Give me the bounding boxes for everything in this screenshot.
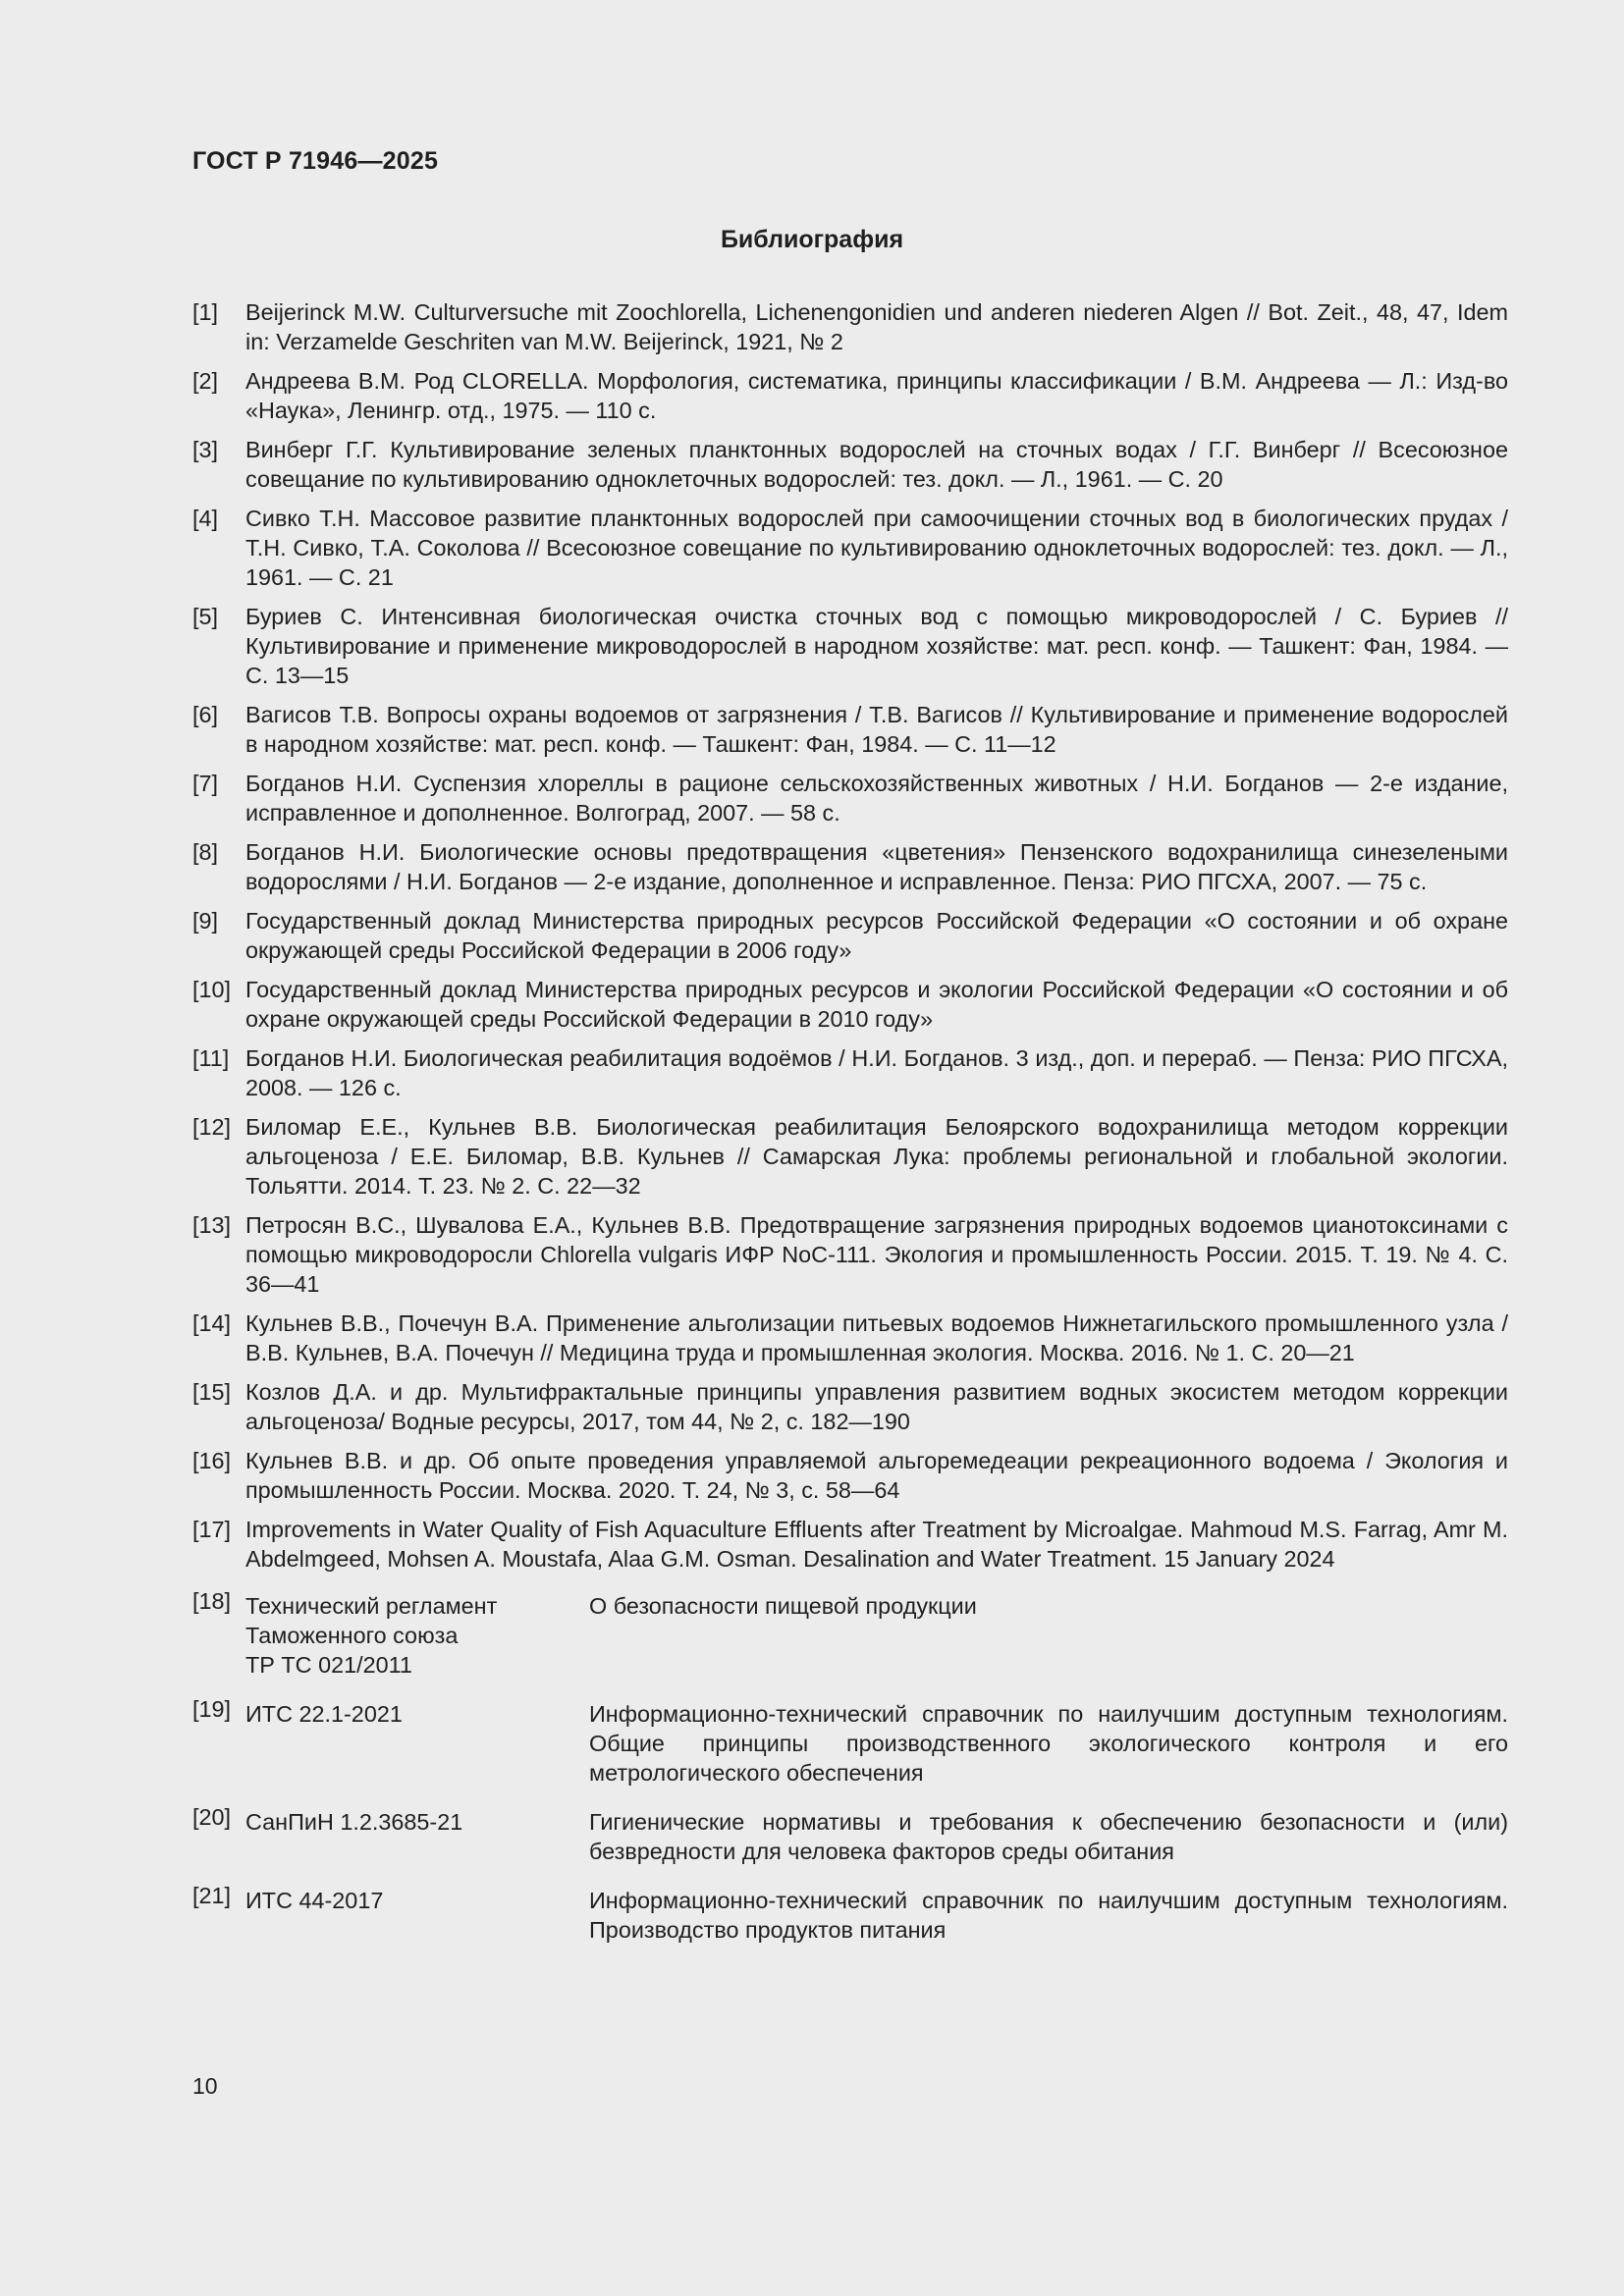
table-reference-item bbox=[192, 1804, 1508, 1866]
reference-number: [15] bbox=[192, 1379, 232, 1405]
reference-description: О безопасности пищевой продукции bbox=[589, 1593, 977, 1619]
reference-item bbox=[192, 602, 1508, 690]
reference-text: Андреева В.М. Род CLORELLA. Морфология, систематика, принципы классификации / В.М. Андреева — Л.: Изд-во «Наука», Ленингр. отд., 1975. — 110 с. bbox=[245, 368, 1508, 423]
reference-document: ИТС 22.1-2021 bbox=[245, 1701, 403, 1727]
reference-number: [10] bbox=[192, 977, 232, 1002]
reference-number: [16] bbox=[192, 1448, 232, 1473]
table-reference-item bbox=[192, 1883, 1508, 1945]
reference-number: [1] bbox=[192, 299, 219, 325]
reference-text: Кульнев В.В. и др. Об опыте проведения управляемой альгоремедеации рекреационного водоема / Экология и промышленность России. Москва. 2020. Т. 24, № 3, с. 58—64 bbox=[245, 1448, 1508, 1503]
reference-text: Биломар Е.Е., Кульнев В.В. Биологическая реабилитация Белоярского водохранилища методом коррекции альгоценоза / Е.Е. Биломар, В.В. Кульнев // Самарская Лука: проблемы региональной и глобальной экологии. Тольятти. 2014. Т. 23. № 2. С. 22—32 bbox=[245, 1114, 1508, 1199]
reference-number: [2] bbox=[192, 368, 219, 394]
reference-text: Государственный доклад Министерства природных ресурсов и экологии Российской Федерации «О состоянии и об охране окружающей среды Российской Федерации в 2010 году» bbox=[245, 977, 1508, 1032]
reference-number: [8] bbox=[192, 839, 219, 865]
reference-item bbox=[192, 1112, 1508, 1201]
reference-document: Технический регламент Таможенного союза ТР ТС 021/2011 bbox=[245, 1593, 498, 1678]
reference-document: СанПиН 1.2.3685-21 bbox=[245, 1809, 463, 1835]
reference-number: [6] bbox=[192, 702, 219, 727]
bibliography-list bbox=[192, 297, 1508, 1964]
reference-document: ИТС 44-2017 bbox=[245, 1888, 384, 1913]
reference-text: Improvements in Water Quality of Fish Aquaculture Effluents after Treatment by Microalgae. Mahmoud M.S. Farrag, Amr M. Abdelmgeed, Mohsen A. Moustafa, Alaa G.M. Osman. Desalination and Water Treatment. 15 January 2024 bbox=[245, 1517, 1508, 1572]
reference-number: [19] bbox=[192, 1696, 232, 1722]
reference-text: Государственный доклад Министерства природных ресурсов Российской Федерации «О состоянии и об охране окружающей среды Российской Федерации в 2006 году» bbox=[245, 908, 1508, 963]
reference-text: Кульнев В.В., Почечун В.А. Применение альголизации питьевых водоемов Нижнетагильского промышленного узла / В.В. Кульнев, В.А. Почечун // Медицина труда и промышленная экология. Москва. 2016. № 1. С. 20—21 bbox=[245, 1310, 1508, 1365]
reference-item bbox=[192, 504, 1508, 592]
reference-text: Вагисов Т.В. Вопросы охраны водоемов от загрязнения / Т.В. Вагисов // Культивирование и применение водорослей в народном хозяйстве: мат. респ. конф. — Ташкент: Фан, 1984. — С. 11—12 bbox=[245, 702, 1508, 757]
reference-item bbox=[192, 769, 1508, 828]
reference-number: [4] bbox=[192, 506, 219, 531]
reference-number: [3] bbox=[192, 437, 219, 462]
page-title: Библиография bbox=[720, 226, 904, 253]
reference-item bbox=[192, 700, 1508, 759]
reference-text: Сивко Т.Н. Массовое развитие планктонных водорослей при самоочищении сточных вод в биологических прудах / Т.Н. Сивко, Т.А. Соколова // Всесоюзное совещание по культивированию одноклеточных водорослей: тез. докл. — Л., 1961. — С. 21 bbox=[245, 506, 1508, 590]
reference-item bbox=[192, 435, 1508, 494]
reference-text: Козлов Д.А. и др. Мультифрактальные принципы управления развитием водных экосистем методом коррекции альгоценоза/ Водные ресурсы, 2017, том 44, № 2, с. 182—190 bbox=[245, 1379, 1508, 1434]
reference-number: [11] bbox=[192, 1045, 230, 1071]
reference-item bbox=[192, 1043, 1508, 1102]
reference-text: Богданов Н.И. Суспензия хлореллы в рационе сельскохозяйственных животных / Н.И. Богданов — 2-е издание, исправленное и дополненное. Волгоград, 2007. — 58 с. bbox=[245, 771, 1508, 826]
reference-item bbox=[192, 366, 1508, 425]
reference-number: [14] bbox=[192, 1310, 232, 1336]
reference-text: Петросян В.С., Шувалова Е.А., Кульнев В.В. Предотвращение загрязнения природных водоемов цианотоксинами с помощью микроводоросли Chlorella vulgaris ИФР NоС-111. Экология и промышленность России. 2015. Т. 19. № 4. С. 36—41 bbox=[245, 1212, 1508, 1297]
table-reference-item bbox=[192, 1588, 1508, 1680]
reference-item bbox=[192, 1210, 1508, 1299]
reference-item bbox=[192, 1515, 1508, 1574]
reference-item bbox=[192, 1377, 1508, 1436]
reference-item bbox=[192, 906, 1508, 965]
reference-number: [12] bbox=[192, 1114, 232, 1140]
reference-text: Буриев С. Интенсивная биологическая очистка сточных вод с помощью микроводорослей / С. Буриев // Культивирование и применение микроводорослей в народном хозяйстве: мат. респ. конф. — Ташкент: Фан, 1984. — С. 13—15 bbox=[245, 604, 1508, 688]
reference-description: Гигиенические нормативы и требования к обеспечению безопасности и (или) безвредности для человека факторов среды обитания bbox=[589, 1809, 1508, 1864]
reference-text: Богданов Н.И. Биологические основы предотвращения «цветения» Пензенского водохранилища синезелеными водорослями / Н.И. Богданов — 2-е издание, дополненное и исправленное. Пенза: РИО ПГСХА, 2007. — 75 с. bbox=[245, 839, 1508, 894]
reference-number: [21] bbox=[192, 1883, 232, 1908]
table-reference-item bbox=[192, 1696, 1508, 1788]
reference-number: [17] bbox=[192, 1517, 232, 1542]
reference-item bbox=[192, 1446, 1508, 1505]
reference-text: Богданов Н.И. Биологическая реабилитация водоёмов / Н.И. Богданов. 3 изд., доп. и перераб. — Пенза: РИО ПГСХА, 2008. — 126 с. bbox=[245, 1045, 1508, 1100]
reference-text: Beijerinck M.W. Culturversuche mit Zoochlorella, Lichenengonidien und anderen niederen Algen // Bot. Zeit., 48, 47, Idem in: Verzamelde Geschriten van M.W. Beijerinck, 1921, № 2 bbox=[245, 299, 1508, 354]
reference-item bbox=[192, 1308, 1508, 1367]
reference-item bbox=[192, 975, 1508, 1034]
reference-number: [18] bbox=[192, 1588, 232, 1614]
reference-description: Информационно-технический справочник по наилучшим доступным технологиям. Общие принципы производственного экологического контроля и его метрологического обеспечения bbox=[589, 1701, 1508, 1786]
reference-number: [20] bbox=[192, 1804, 232, 1830]
reference-number: [7] bbox=[192, 771, 219, 796]
reference-text: Винберг Г.Г. Культивирование зеленых планктонных водорослей на сточных водах / Г.Г. Винберг // Всесоюзное совещание по культивированию одноклеточных водорослей: тез. докл. — Л., 1961. — С. 20 bbox=[245, 437, 1508, 492]
reference-number: [9] bbox=[192, 908, 219, 934]
reference-item bbox=[192, 837, 1508, 896]
reference-number: [13] bbox=[192, 1212, 232, 1238]
page-number: 10 bbox=[192, 2073, 218, 2099]
reference-description: Информационно-технический справочник по наилучшим доступным технологиям. Производство продуктов питания bbox=[589, 1888, 1508, 1943]
reference-number: [5] bbox=[192, 604, 219, 629]
document-code: ГОСТ Р 71946—2025 bbox=[192, 147, 439, 175]
reference-item bbox=[192, 297, 1508, 356]
